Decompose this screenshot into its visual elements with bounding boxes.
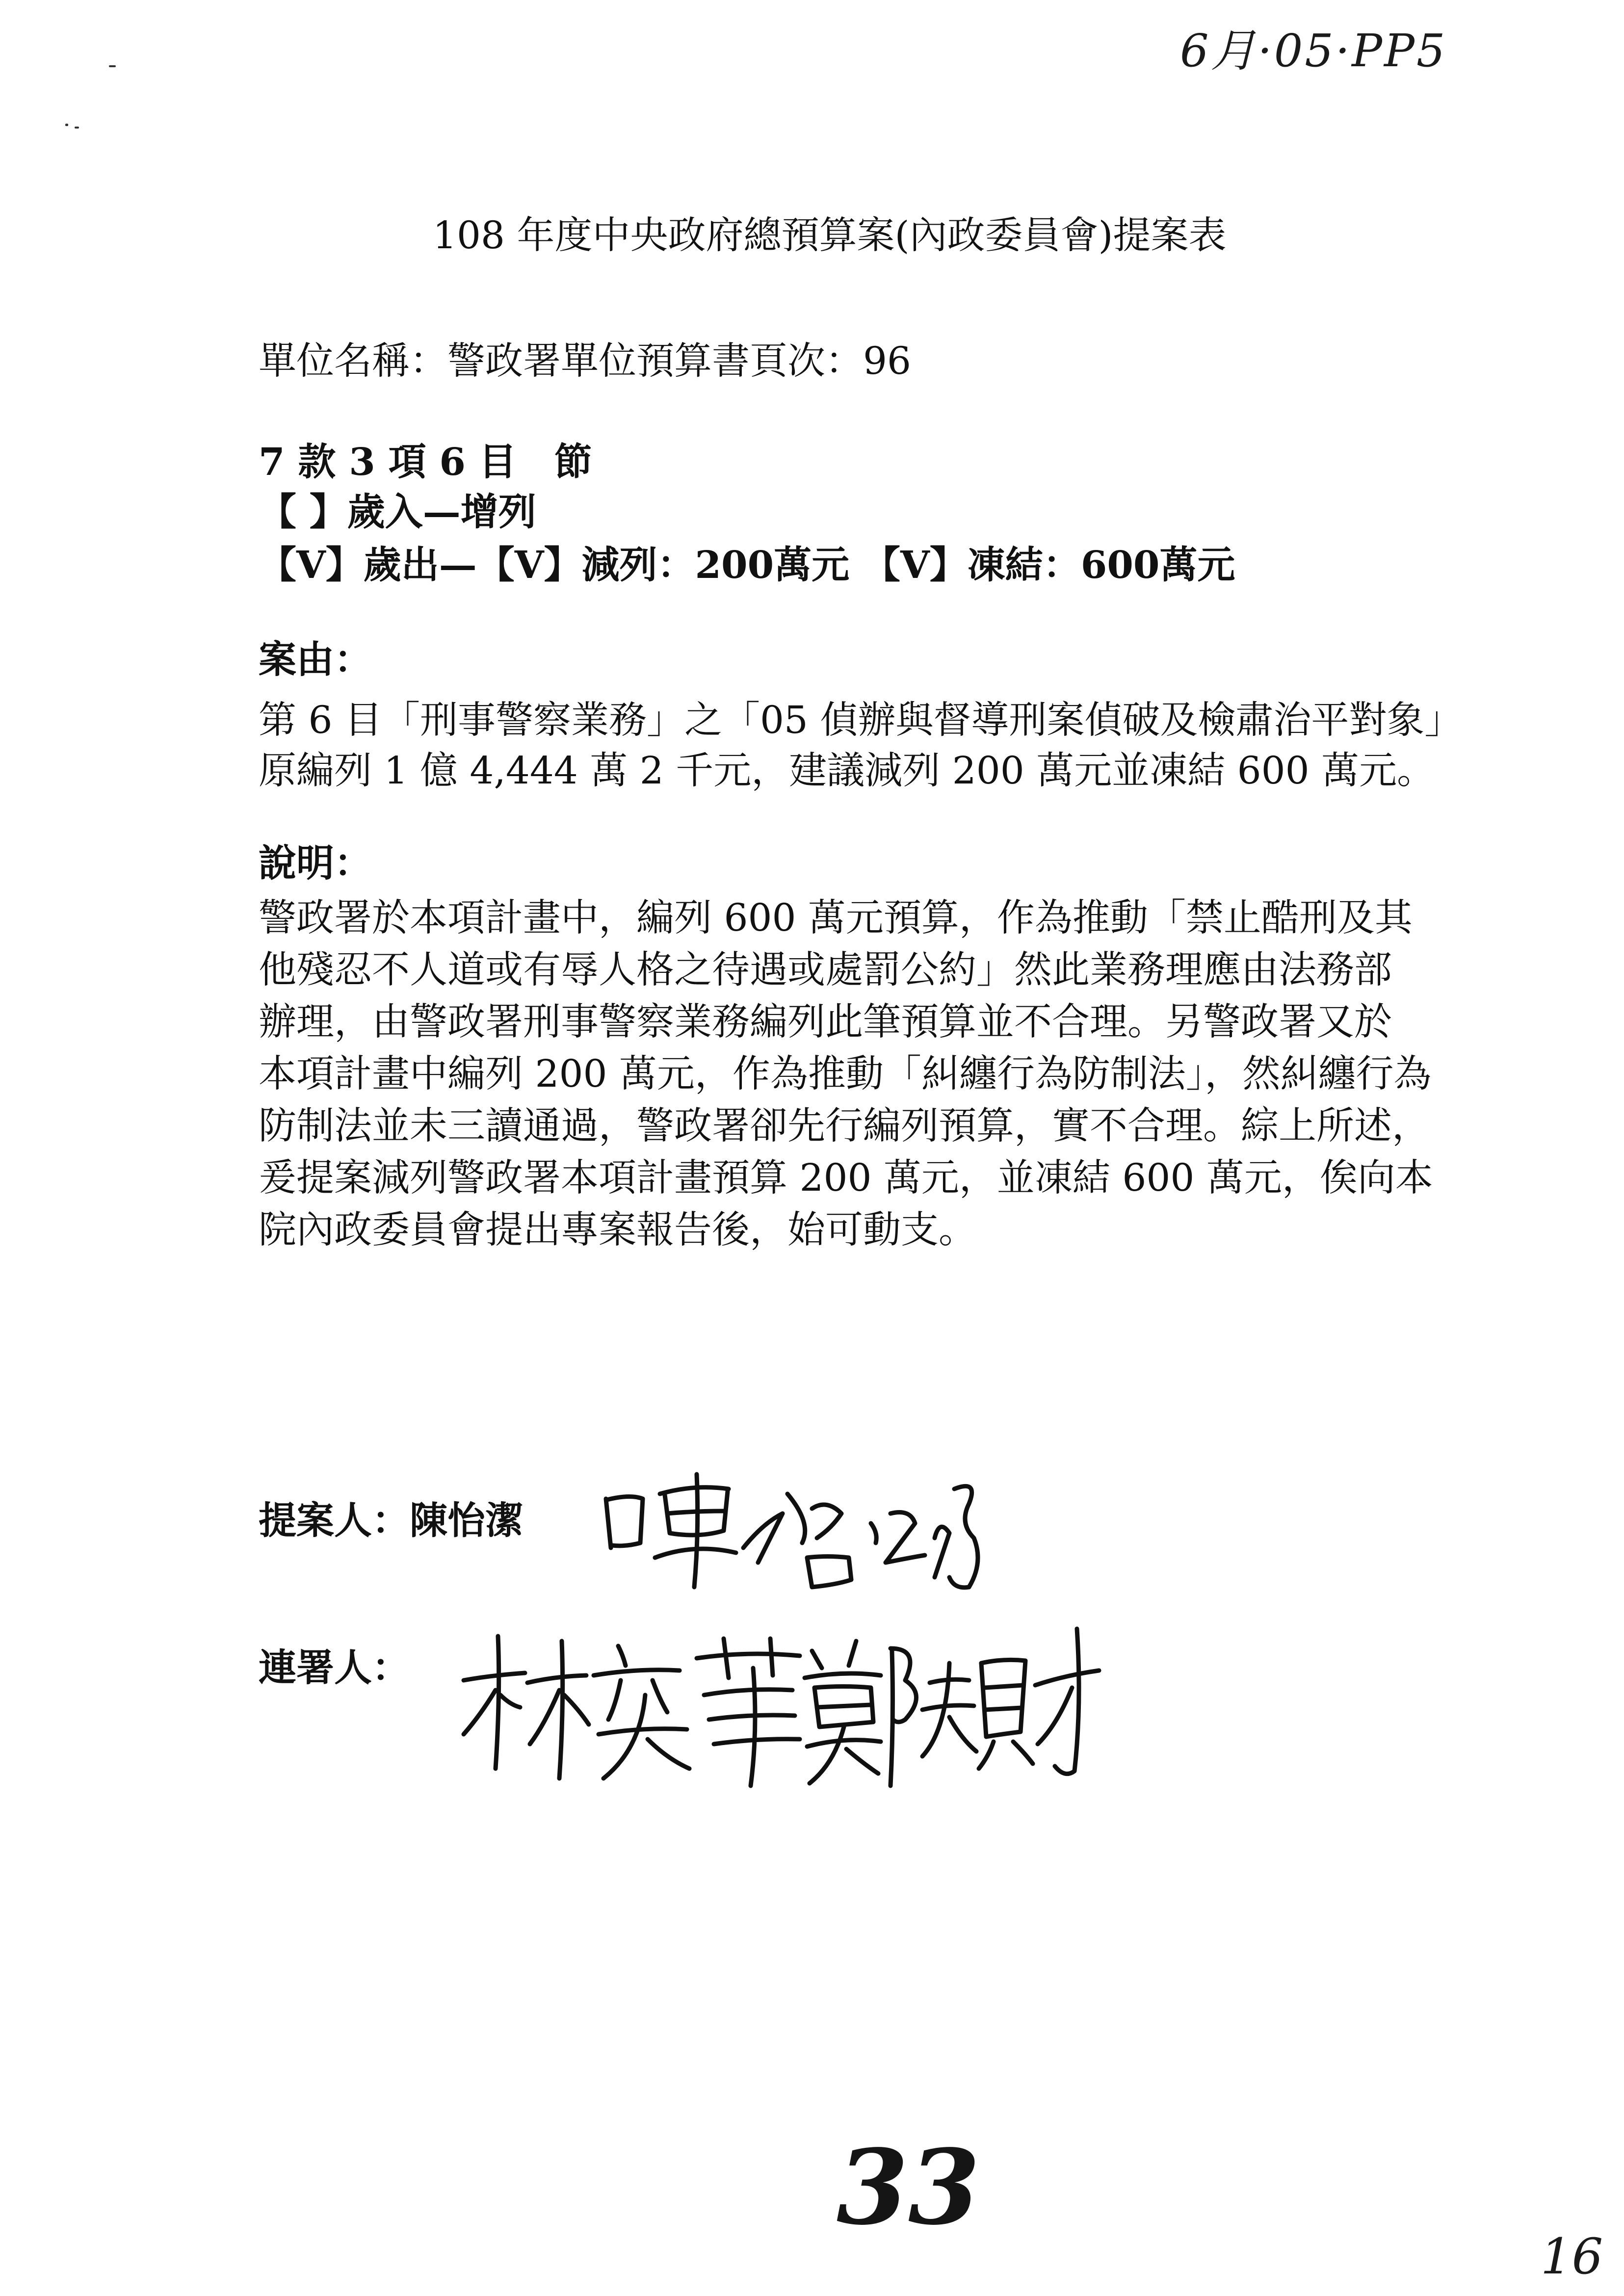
reason-line: 原編列 1 億 4,444 萬 2 千元，建議減列 200 萬元並凍結 600 萬元。: [259, 749, 1435, 793]
explanation-line: 院內政委員會提出專案報告後，始可動支。: [259, 1208, 976, 1252]
signature-char: [743, 1494, 851, 1587]
signature-char: [594, 1646, 689, 1778]
unit-line: 單位名稱：警政署單位預算書頁次：96: [259, 339, 911, 383]
proposer-signature: [596, 1464, 989, 1592]
signature-char: [464, 1636, 589, 1778]
signature-char: [922, 1663, 976, 1756]
reason-line: 第 6 目「刑事警察業務」之「05 偵辦與督導刑案偵破及檢肅治平對象」: [259, 699, 1463, 742]
explanation-heading: 說明：: [259, 841, 372, 886]
explanation-line: 他殘忍不人道或有辱人格之待遇或處罰公約」然此業務理應由法務部: [259, 948, 1392, 992]
handwritten-page-number: 33: [837, 2127, 980, 2248]
handwritten-annotation: 6月·05·PP5: [1180, 25, 1447, 77]
signature-char: [606, 1474, 736, 1587]
scan-speck: [65, 124, 68, 126]
cosigner-label: 連署人：: [259, 1646, 410, 1690]
revenue-line: 【 】歲入—增列: [259, 490, 536, 534]
handwritten-sheet-number: 16: [1541, 2228, 1603, 2285]
scan-speck: [75, 127, 79, 129]
signature-char: [697, 1639, 800, 1786]
proposer-label: 提案人：陳怡潔: [259, 1499, 523, 1543]
page-title: 108 年度中央政府總預算案(內政委員會)提案表: [433, 214, 1227, 258]
expenditure-line: 【V】歲出—【V】減列：200萬元 【V】凍結：600萬元: [259, 543, 1235, 587]
signature-char: [979, 1629, 1099, 1774]
explanation-line: 辦理，由警政署刑事警察業務編列此筆預算並不合理。另警政署又於: [259, 1000, 1392, 1044]
explanation-line: 警政署於本項計畫中，編列 600 萬元預算，作為推動「禁止酷刑及其: [259, 896, 1413, 940]
explanation-text: [259, 892, 1433, 1256]
scan-speck: [109, 65, 116, 67]
explanation-line: 爰提案減列警政署本項計畫預算 200 萬元，並凍結 600 萬元，俟向本: [259, 1156, 1433, 1200]
reason-text: [259, 695, 1462, 796]
signature-char: [871, 1486, 978, 1588]
cosigner-signatures: [456, 1621, 1109, 1788]
explanation-line: 防制法並未三讀通過，警政署卻先行編列預算，實不合理。綜上所述，: [259, 1104, 1430, 1148]
signature-char: [805, 1641, 917, 1786]
explanation-line: 本項計畫中編列 200 萬元，作為推動「糾纏行為防制法」，然糾纏行為: [259, 1052, 1432, 1096]
reason-heading: 案由：: [259, 638, 372, 682]
budget-item-line: 7 款 3 項 6 目 節: [259, 440, 592, 484]
